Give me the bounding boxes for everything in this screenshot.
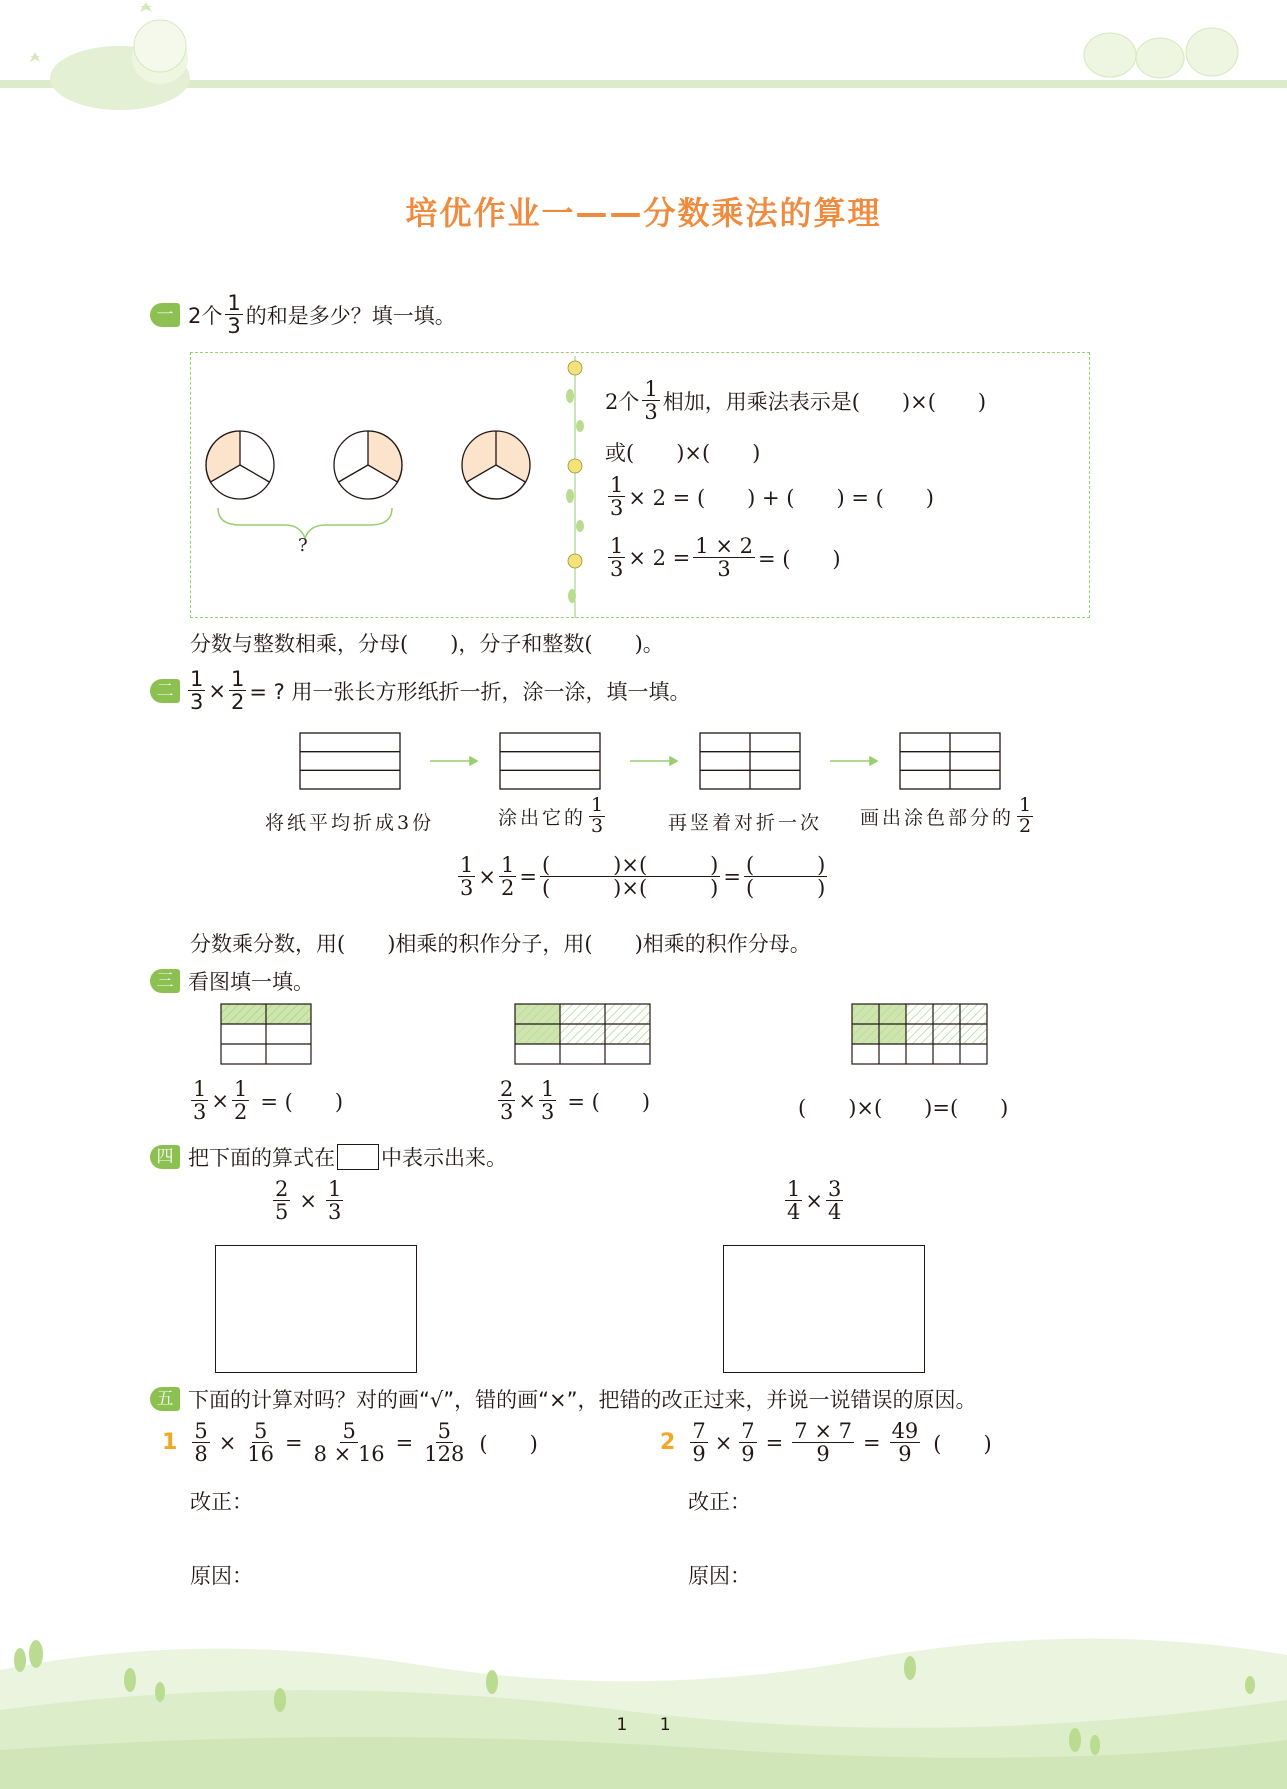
pie-3 [462, 431, 530, 499]
brace [218, 508, 392, 538]
fraction: $\frac{1}{3}$ [227, 291, 241, 339]
page-number: 1 1 [616, 1715, 671, 1735]
grid-diagrams [215, 1002, 1015, 1072]
section-badge: 三 [150, 969, 180, 993]
flower-vine [560, 356, 590, 618]
drawing-box-left[interactable] [215, 1245, 417, 1373]
step-caption-2: 涂出它的 $\frac{1}{3}$ [498, 794, 604, 837]
header-decoration [0, 0, 1287, 110]
s4-expr-left: $\frac{2}{5}$ × $\frac{1}{3}$ [275, 1177, 342, 1225]
step-caption-4: 画出涂色部分的 $\frac{1}{2}$ [860, 794, 1032, 837]
s2-equation: $\frac{1}{3}$ × $\frac{1}{2}$ = $\frac{( )\times( )}{( )\times( )}$ = $\frac{( )}{( )}$ [460, 853, 826, 901]
s1-row1: 2个 $\frac{1}{3}$ 相加，用乘法表示是( )×( ) [605, 377, 987, 425]
s3-eq-2: $\frac{2}{3}$ × $\frac{1}{3}$ = ( ) [500, 1077, 651, 1125]
q1-text-pre: 2个 [188, 303, 223, 328]
reason-label-2: 原因： [688, 1564, 751, 1588]
brace-question: ? [298, 535, 308, 556]
s1-row3: $\frac{1}{3}$ × 2 = ( ) + ( ) = ( ) [610, 473, 935, 521]
pie-diagrams [200, 420, 540, 570]
fix-label-1: 改正： [190, 1490, 253, 1514]
section-3-question: 三 看图填一填。 [150, 966, 314, 996]
s1-row4: $\frac{1}{3}$ × 2 = $\frac{1 \times 2}{3}$ = ( ) [610, 534, 841, 582]
small-box [337, 1144, 379, 1170]
footer-landscape [0, 1630, 1287, 1789]
page-title: 培优作业一——分数乘法的算理 [405, 194, 882, 232]
s3-eq-1: $\frac{1}{3}$ × $\frac{1}{2}$ = ( ) [193, 1077, 344, 1125]
section-badge: 一 [150, 303, 180, 327]
s5-problem-2: 2 $\frac{7}{9}$ × $\frac{7}{9}$ = $\frac{7 \times 7}{9}$ = $\frac{49}{9}$ ( ) [660, 1419, 992, 1467]
section-badge: 五 [150, 1387, 180, 1411]
s1-row2: 或( )×( ) [605, 441, 761, 465]
grid-3 [852, 1004, 987, 1064]
drawing-box-right[interactable] [723, 1245, 925, 1373]
grid-1 [221, 1004, 311, 1064]
section-5-question: 五 下面的计算对吗？对的画“√”，错的画“×”，把错的改正过来，并说一说错误的原因。 [150, 1384, 977, 1414]
pie-2 [334, 431, 402, 499]
s4-expr-right: $\frac{1}{4}$ × $\frac{3}{4}$ [787, 1177, 842, 1225]
reason-label-1: 原因： [190, 1564, 253, 1588]
s3-eq-3: ( )×( )=( ) [798, 1096, 1009, 1120]
s2-rule: 分数乘分数，用( )相乘的积作分子，用( )相乘的积作分母。 [190, 932, 811, 956]
step-caption-3: 再竖着对折一次 [668, 812, 823, 834]
section-badge: 四 [150, 1145, 180, 1169]
fix-label-2: 改正： [688, 1490, 751, 1514]
section-badge: 二 [150, 679, 180, 703]
section-1-question [150, 292, 456, 337]
q1-text-post: 的和是多少？填一填。 [245, 303, 456, 328]
fold-steps [295, 730, 1015, 792]
section-4-question: 四 把下面的算式在 中表示出来。 [150, 1142, 507, 1172]
pie-1 [206, 431, 274, 499]
step-caption-1: 将纸平均折成3份 [265, 812, 435, 834]
section-2-question: 二 $\frac{1}{3}$ × $\frac{1}{2}$ = ? 用一张长方形纸折一折，涂一涂，填一填。 [150, 668, 690, 713]
s1-rule: 分数与整数相乘，分母( )，分子和整数( )。 [190, 632, 664, 656]
grid-2 [515, 1004, 650, 1064]
s5-problem-1: 1 $\frac{5}{8}$ × $\frac{5}{16}$ = $\frac{5}{8 \times 16}$ = $\frac{5}{128}$ ( ) [162, 1419, 538, 1467]
